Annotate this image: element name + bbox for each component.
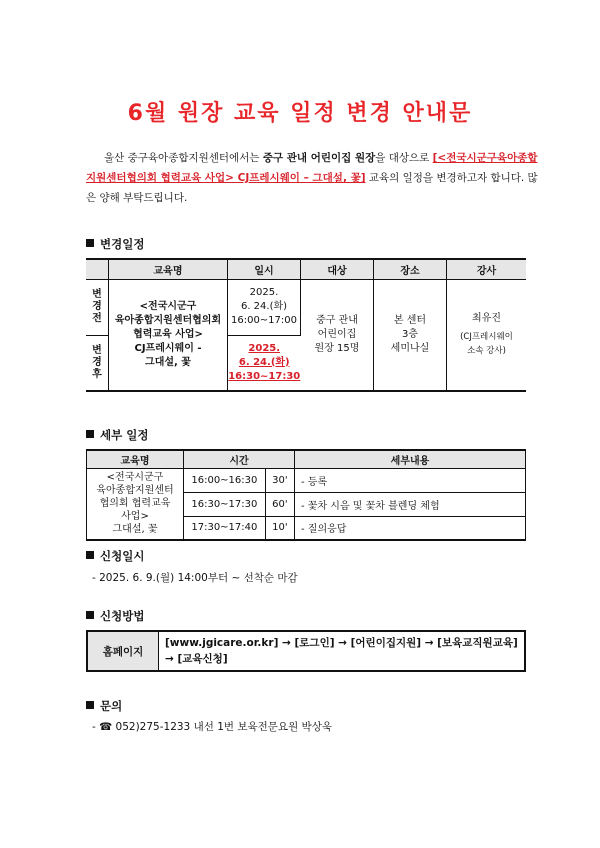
header-instructor: 강사	[447, 259, 527, 279]
header-course: 교육명	[87, 450, 184, 468]
instructor	[447, 279, 527, 391]
apply-date-text: - 2025. 6. 9.(월) 14:00부터 ~ 선착순 마감	[92, 572, 298, 584]
section-inquiry	[86, 698, 122, 714]
section-detail-schedule	[86, 427, 148, 443]
row-content: - 등록	[295, 468, 526, 492]
section-apply-method	[86, 608, 144, 624]
apply-method-table	[86, 630, 526, 672]
header-content: 세부내용	[295, 450, 526, 468]
square-bullet-icon	[86, 239, 94, 247]
detail-schedule-table	[86, 449, 526, 541]
square-bullet-icon	[86, 551, 94, 559]
square-bullet-icon	[86, 430, 94, 438]
header-target: 대상	[301, 259, 374, 279]
header-place: 장소	[374, 259, 447, 279]
before-label: 변 경 전	[86, 279, 109, 335]
section-title: 신청일시	[100, 549, 145, 563]
square-bullet-icon	[86, 701, 94, 709]
target: 중구 관내 어린이집 원장 15명	[301, 279, 374, 391]
row-time: 17:30~17:40	[184, 516, 266, 540]
row-content: - 질의응답	[295, 516, 526, 540]
after-label: 변 경 후	[86, 335, 109, 391]
blank-header	[86, 259, 109, 279]
section-title: 변경일정	[100, 237, 145, 251]
row-time: 16:30~17:30	[184, 492, 266, 516]
page-title: 6월 원장 교육 일정 변경 안내문	[127, 101, 473, 126]
homepage-path: [www.jgicare.or.kr] → [로그인] → [어린이집지원] → [보육교직원교육] → [교육신청]	[159, 631, 526, 671]
change-schedule-table	[86, 258, 526, 392]
section-apply-date	[86, 548, 144, 564]
intro-text-1: 울산 중구육아종합지원센터에서는	[104, 152, 263, 164]
intro-text-2: 을 대상으로	[375, 152, 433, 164]
instructor-note: (CJ프레시웨이 소속 강사)	[460, 331, 513, 356]
row-duration: 10'	[265, 516, 294, 540]
row-content: - 꽃차 시음 및 꽃차 블렌딩 체험	[295, 492, 526, 516]
intro-target-bold: 중구 관내 어린이집 원장	[262, 152, 376, 164]
detail-course: <전국시군구 육아종합지원센터 협의회 협력교육 사업> 그대설, 꽃	[87, 468, 184, 540]
course-name: <전국시군구 육아종합지원센터협의회 협력교육 사업> CJ프레시웨이 - 그대설, 꽃	[109, 279, 228, 391]
header-date: 일시	[228, 259, 301, 279]
row-duration: 60'	[265, 492, 294, 516]
intro-paragraph	[86, 148, 546, 208]
square-bullet-icon	[86, 611, 94, 619]
row-time: 16:00~16:30	[184, 468, 266, 492]
header-course: 교육명	[109, 259, 228, 279]
after-date: 2025. 6. 24.(화) 16:30~17:30	[228, 335, 301, 391]
row-duration: 30'	[265, 468, 294, 492]
section-title: 세부 일정	[100, 428, 149, 442]
instructor-name: 최유진	[472, 312, 501, 324]
section-title: 신청방법	[100, 609, 145, 623]
section-change-schedule	[86, 236, 144, 252]
inquiry-text: - ☎ 052)275-1233 내선 1번 보육전문요원 박상욱	[92, 721, 332, 733]
intro-course-name: [<전국시군구육아종합지원센터협의회 협력교육 사업> CJ프레시웨이 – 그대설, 꽃]	[86, 152, 538, 184]
before-date: 2025. 6. 24.(화) 16:00~17:00	[228, 279, 301, 335]
place: 본 센터 3층 세미나실	[374, 279, 447, 391]
section-title: 문의	[100, 699, 123, 713]
intro-text-3: 교육의 일정을 변경하고자 합니다. 많은 양해 부탁드립니다.	[86, 172, 538, 204]
homepage-label: 홈페이지	[87, 631, 159, 671]
header-time: 시간	[184, 450, 295, 468]
